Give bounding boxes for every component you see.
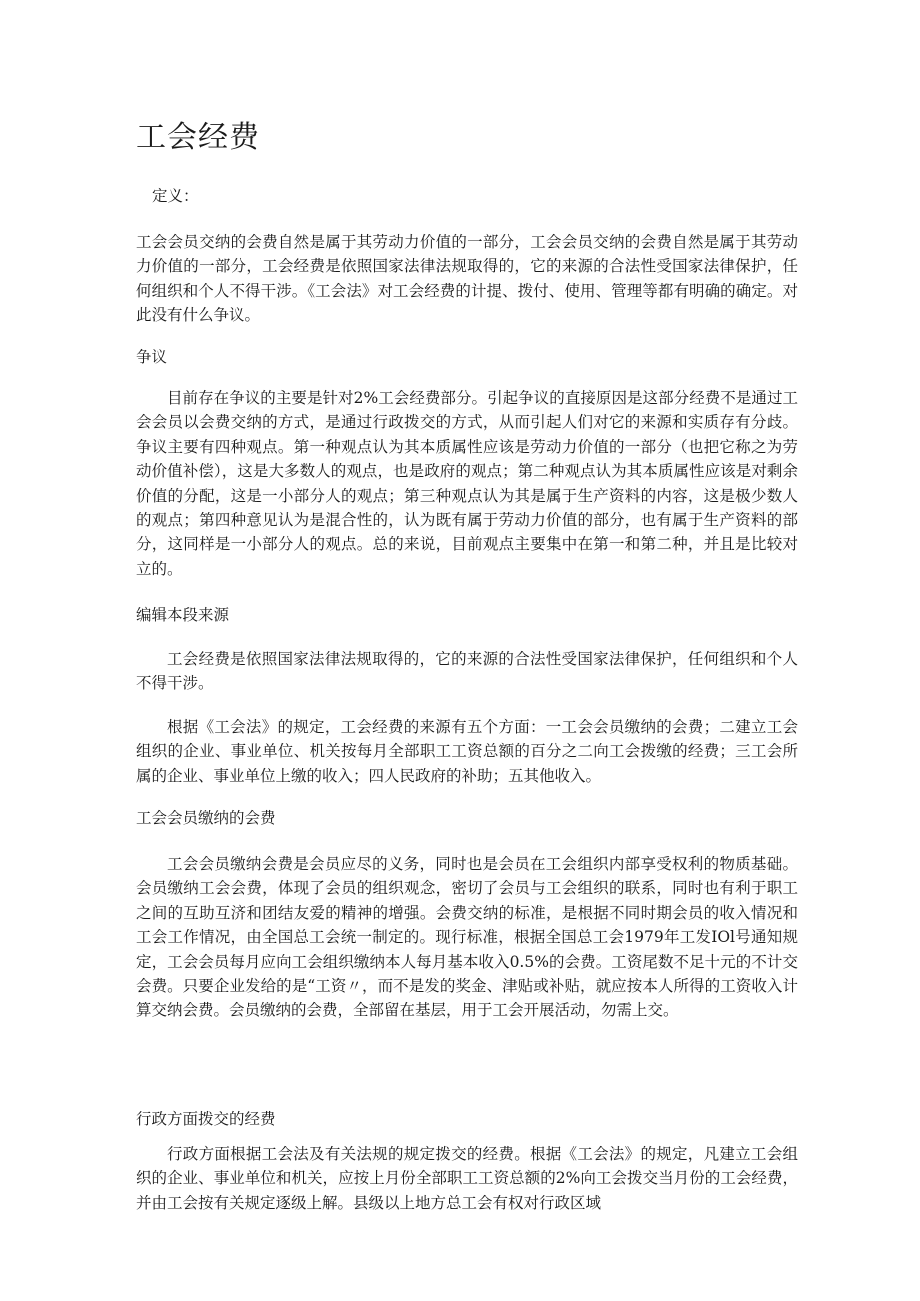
paragraph-source-2: 根据《工会法》的规定，工会经费的来源有五个方面：一工会会员缴纳的会费；二建立工会组织的企业、事业单位、机关按每月全部职工工资总额的百分之二向工会拨缴的经费；三工会所属的企业、事业单位上缴的收入；四人民政府的补助；五其他收入。 — [136, 718, 798, 785]
paragraph-administrative-funds: 行政方面根据工会法及有关法规的规定拨交的经费。根据《工会法》的规定，凡建立工会组织的企业、事业单位和机关，应按上月份全部职工工资总额的2%向工会拨交当月份的工会经费，并由工会按有关规定逐级上解。县级以上地方总工会有权对行政区域 — [136, 1145, 798, 1212]
paragraph-definition: 工会会员交纳的会费自然是属于其劳动力价值的一部分，工会会员交纳的会费自然是属于其劳动力价值的一部分，工会经费是依照国家法律法规取得的，它的来源的合法性受国家法律保护，任何组织和个人不得干涉。《工会法》对工会经费的计提、拨付、使用、管理等都有明确的确定。对此没有什么争议。 — [136, 233, 798, 325]
section-heading-definition: 定义： — [152, 187, 199, 205]
section-heading-source: 编辑本段来源 — [136, 606, 230, 624]
document-title: 工会经费 — [136, 120, 260, 155]
paragraph-source-1: 工会经费是依照国家法律法规取得的，它的来源的合法性受国家法律保护，任何组织和个人不得干涉。 — [136, 650, 798, 693]
section-heading-administrative-funds: 行政方面拨交的经费 — [136, 1110, 276, 1128]
paragraph-member-dues: 工会会员缴纳会费是会员应尽的义务，同时也是会员在工会组织内部享受权利的物质基础。会员缴纳工会会费，体现了会员的组织观念，密切了会员与工会组织的联系，同时也有利于职工之间的互助互济和团结友爱的精神的增强。会费交纳的标准，是根据不同时期会员的收入情况和工会工作情况，由全国总工会统一制定的。现行标准，根据全国总工会1979年工发IOl号通知规定，工会会员每月应向工会组织缴纳本人每月基本收入0.5%的会费。工资尾数不足十元的不计交会费。只要企业发给的是“工资〃，而不是发的奖金、津贴或补贴，就应按本人所得的工资收入计算交纳会费。会员缴纳的会费，全部留在基层，用于工会开展活动，勿需上交。 — [136, 855, 798, 1020]
paragraph-dispute: 目前存在争议的主要是针对2%工会经费部分。引起争议的直接原因是这部分经费不是通过工会会员以会费交纳的方式，是通过行政拨交的方式，从而引起人们对它的来源和实质存有分歧。争议主要有四种观点。第一种观点认为其本质属性应该是劳动力价值的一部分（也把它称之为劳动价值补偿），这是大多数人的观点，也是政府的观点；第二种观点认为其本质属性应该是对剩余价值的分配，这是一小部分人的观点；第三种观点认为其是属于生产资料的内容，这是极少数人的观点；第四种意见认为是混合性的，认为既有属于劳动力价值的部分，也有属于生产资料的部分，这同样是一小部分人的观点。总的来说，目前观点主要集中在第一和第二种，并且是比较对立的。 — [136, 389, 798, 578]
section-heading-dispute: 争议 — [136, 348, 168, 366]
section-heading-member-dues: 工会会员缴纳的会费 — [136, 809, 276, 827]
